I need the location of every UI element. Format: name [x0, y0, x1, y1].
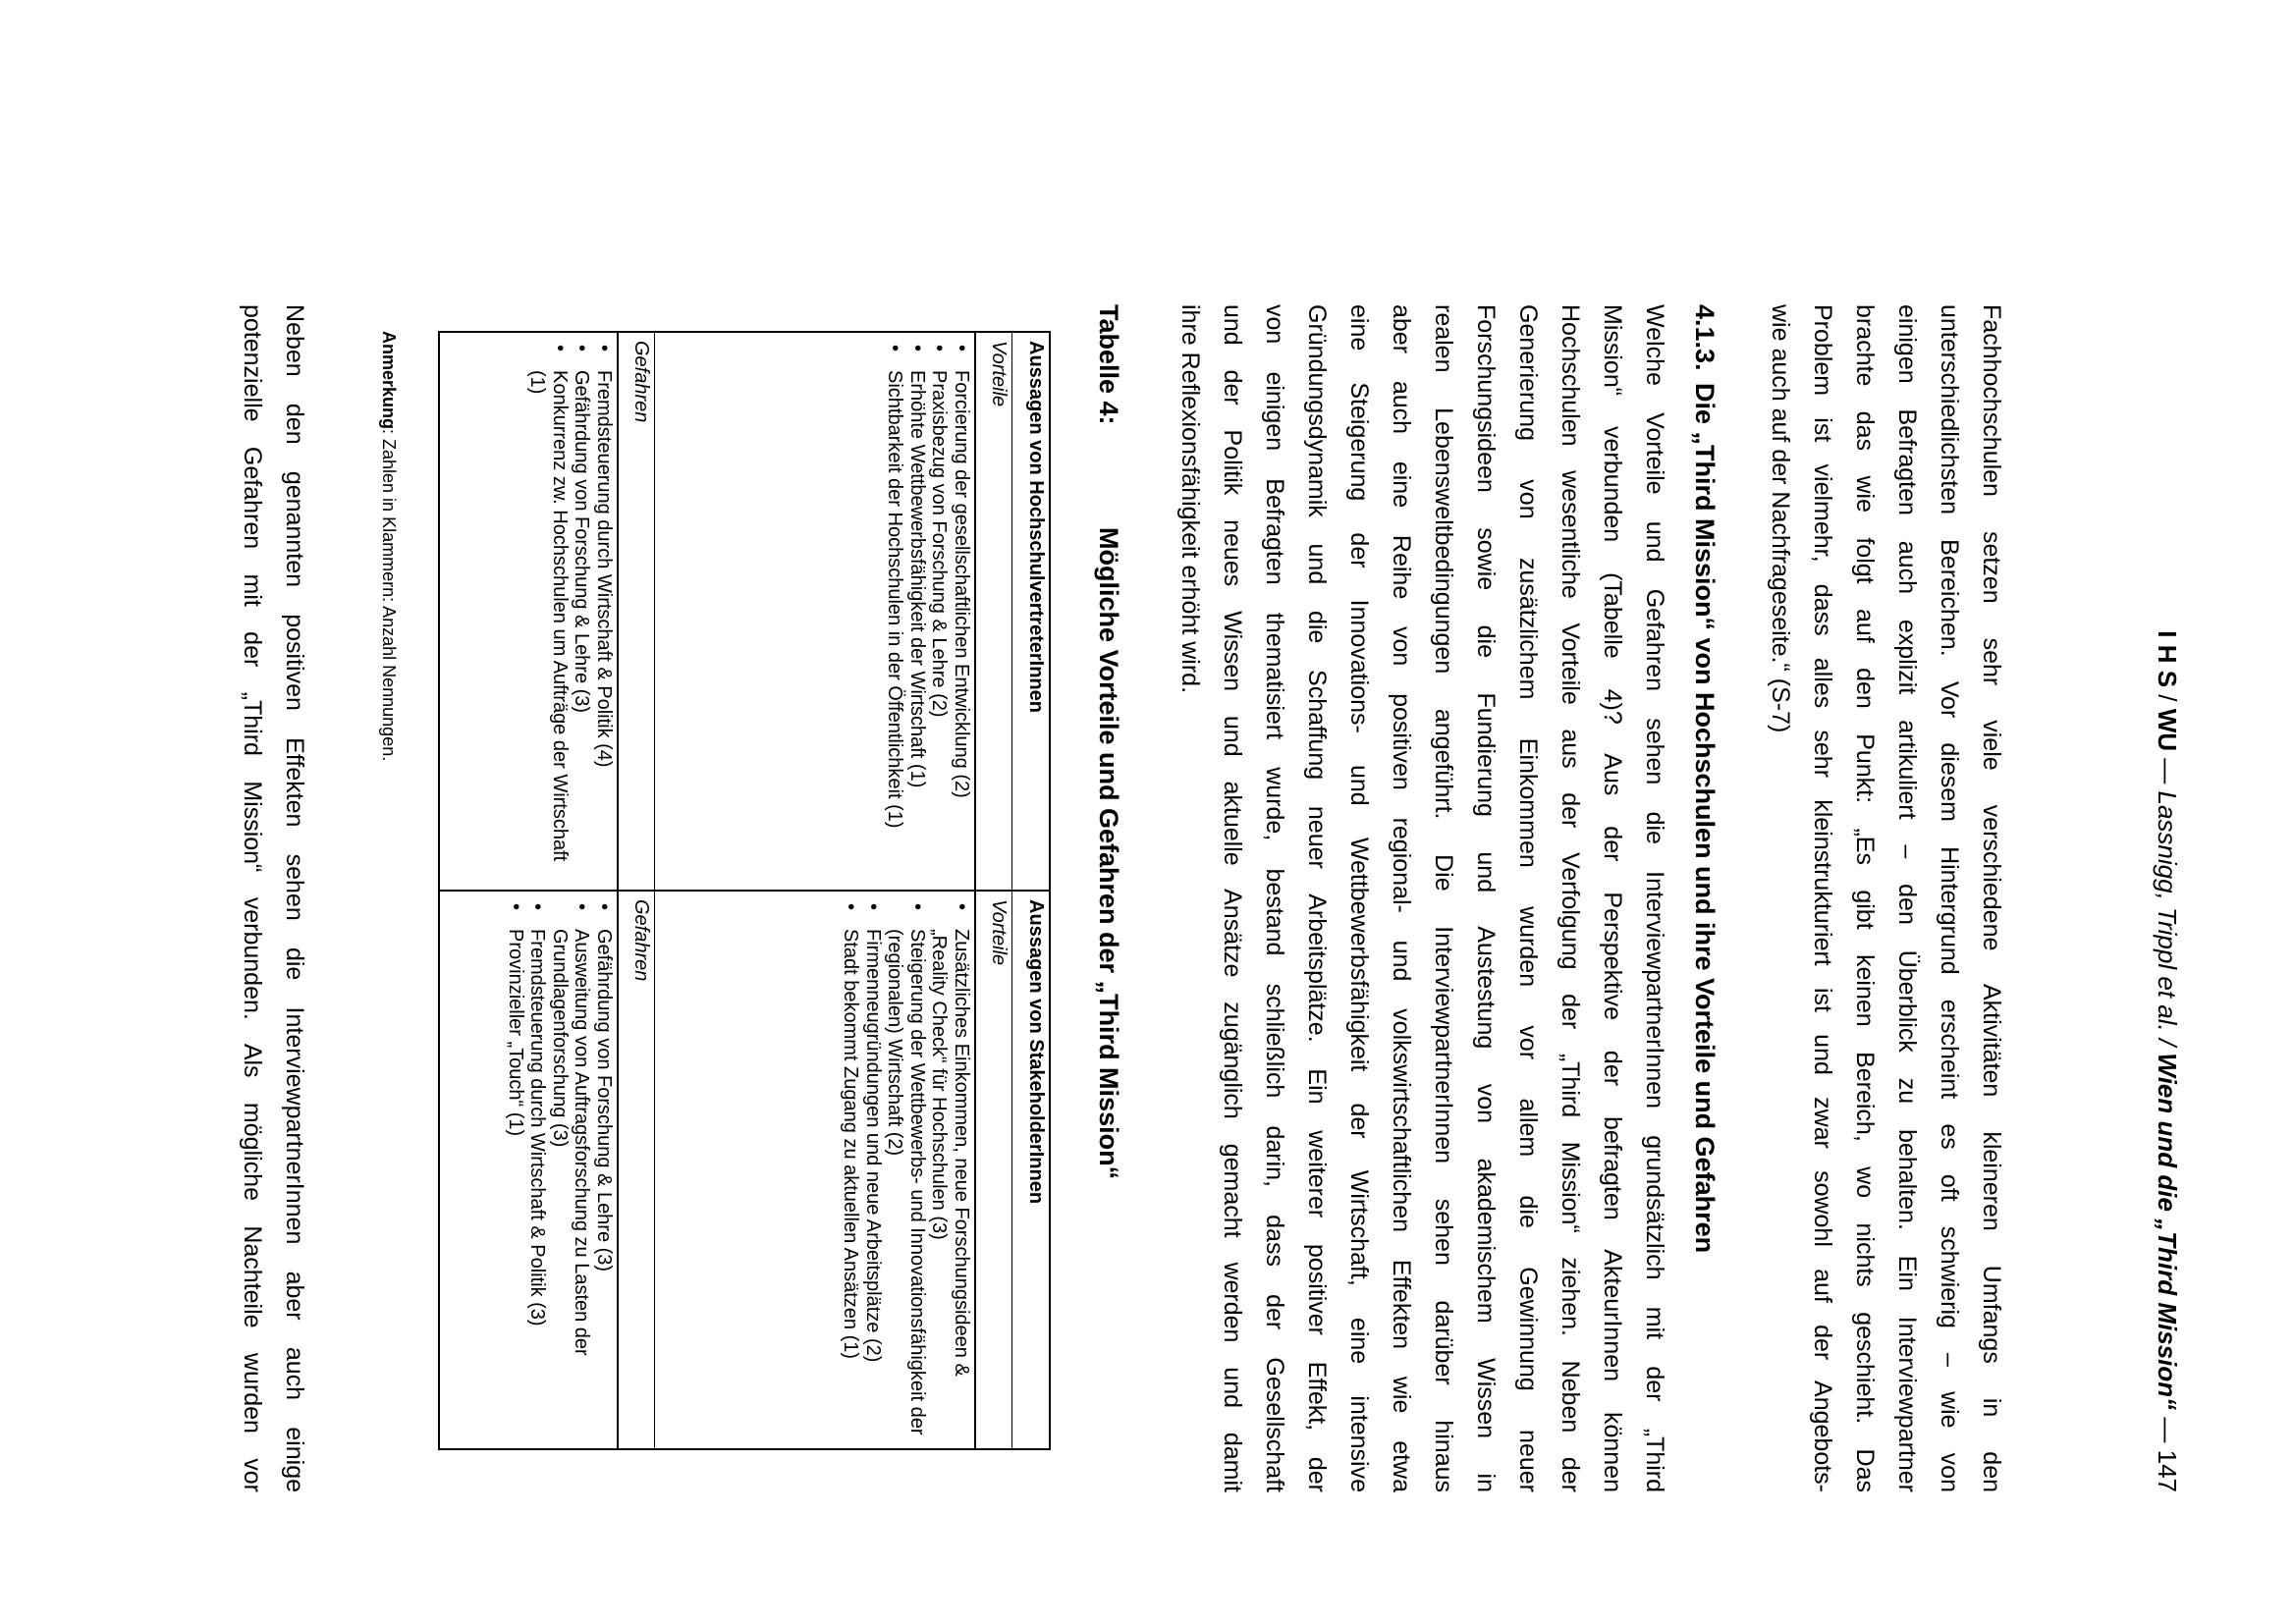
header-authors: Lassnigg, Trippl et al.: [2153, 790, 2182, 1032]
column-header-university: Aussagen von HochschulvertreterInnen: [1012, 332, 1051, 891]
bullet-text: Fremdsteuerung durch Wirtschaft & Politik (4): [593, 370, 615, 768]
header-dash: —: [2153, 1410, 2182, 1450]
header-separator: /: [2153, 687, 2182, 709]
bullet-text: Erhöhte Wettbewerbsfähigkeit der Wirtschaft (1): [906, 370, 928, 788]
text-line: brachte das wie folgt auf den Punkt: „Es gibt keinen Bereich, wo nichts geschieht. Das: [1851, 304, 1879, 1492]
gefahren-content-row: [439, 332, 618, 1449]
bullet-icon: •: [505, 903, 526, 911]
vorteile-label: Vorteile: [975, 332, 1012, 891]
text-line: Welche Vorteile und Gefahren sehen die InterviewpartnerInnen grundsätzlich mit der „Third: [1641, 304, 1668, 1492]
gefahren-stakeholder-cell: [439, 891, 618, 1449]
paragraph-1: [1759, 304, 2012, 1492]
text-line: unterschiedlichsten Bereichen. Vor diesem Hintergrund erscheint es oft schwierig – wie von: [1936, 304, 1963, 1492]
page-number: 147: [2153, 1449, 2182, 1492]
table-title: Mögliche Vorteile und Gefahren der „Third Mission“: [1094, 527, 1123, 1180]
bullet-text: Gefährdung von Forschung & Lehre (3): [571, 370, 593, 714]
header-dash: —: [2153, 751, 2182, 791]
bullet-icon: •: [840, 903, 862, 911]
header-org-wu: WU: [2153, 708, 2182, 752]
bullet-text: Provinzieller „Touch“ (1): [505, 929, 526, 1137]
gefahren-label: Gefahren: [618, 332, 655, 891]
text-line: aber auch eine Reihe von positiven regional- und volkswirtschaftlichen Effekten wie etwa: [1388, 304, 1415, 1492]
bullet-icon: •: [571, 345, 593, 352]
note-label: Anmerkung: [379, 331, 399, 430]
text-line: Forschungsideen sowie die Fundierung und Austestung von akademischem Wissen in: [1472, 304, 1500, 1492]
text-line: und der Politik neues Wissen und aktuelle Ansätze zugänglich gemacht werden und damit: [1219, 304, 1246, 1492]
header-title: Wien und die „Third Mission“: [2153, 1053, 2182, 1411]
bullet-item: [526, 345, 571, 882]
text-line: Fachhochschulen setzen sehr viele verschiedene Aktivitäten kleineren Umfangs in den: [1978, 304, 2005, 1492]
text-line: einigen Befragten auch explizit artikuliert – den Überblick zu behalten. Ein Interviewpartner: [1893, 304, 1921, 1492]
bullet-icon: •: [571, 903, 593, 911]
bullet-icon: •: [593, 345, 615, 352]
table-note: [378, 331, 399, 761]
bullet-text: Ausweitung von Auftragsforschung zu Lasten der Grundlagenforschung (3): [549, 929, 593, 1356]
paragraph-3: [231, 304, 315, 1492]
bullet-icon: •: [593, 903, 615, 911]
bullet-text: Praxisbezug von Forschung & Lehre (2): [928, 370, 951, 718]
gefahren-university-cell: [439, 332, 618, 891]
bullet-text: Steigerung der Wettbewerbs- und Innovationsfähigkeit der (regionalen) Wirtschaft (2): [884, 929, 928, 1435]
header-org-ihs: I H S: [2153, 630, 2182, 688]
text-line: Gründungsdynamik und die Schaffung neuer Arbeitsplätze. Ein weiterer positiver Effekt, der: [1303, 304, 1331, 1492]
text-line: eine Steigerung der Innovations- und Wettbewerbsfähigkeit der Wirtschaft, eine intensive: [1345, 304, 1373, 1492]
bullet-item: [884, 903, 928, 1440]
bullet-item: [593, 345, 616, 882]
vorteile-label-row: [975, 332, 1012, 1449]
bullet-text: Konkurrenz zw. Hochschulen um Aufträge der Wirtschaft (1): [526, 370, 571, 862]
bullet-item: [928, 903, 972, 1440]
bullet-item: [571, 345, 593, 882]
text-line: Hochschulen wesentliche Vorteile aus der Verfolgung der „Third Mission“ ziehen. Neben der: [1557, 304, 1584, 1492]
bullet-text: Gefährdung von Forschung & Lehre (3): [593, 929, 615, 1272]
text-line: potenzielle Gefahren mit der „Third Mission“ verbunden. Als mögliche Nachteile wurden vor: [239, 304, 266, 1492]
text-line: realen Lebensweltbedingungen angeführt. Die InterviewpartnerInnen sehen darüber hinaus: [1430, 304, 1457, 1492]
note-text: : Zahlen in Klammern: Anzahl Nennungen.: [379, 429, 399, 762]
advantages-risks-table: [438, 331, 1051, 1450]
vorteile-stakeholder-cell: [655, 891, 976, 1449]
paragraph-2: [1169, 304, 1675, 1492]
vorteile-content-row: [655, 332, 976, 1449]
bullet-icon: •: [906, 903, 928, 911]
bullet-text: Fremdsteuerung durch Wirtschaft & Politik (3): [526, 929, 549, 1326]
gefahren-label-row: [618, 332, 655, 1449]
bullet-icon: •: [906, 345, 928, 352]
table-header-row: [1012, 332, 1051, 1449]
vorteile-university-cell: [655, 332, 976, 891]
bullet-icon: •: [951, 903, 972, 911]
bullet-text: Sichtbarkeit der Hochschulen in der Öffentlichkeit (1): [884, 370, 906, 829]
gefahren-label: Gefahren: [618, 891, 655, 1449]
bullet-icon: •: [951, 345, 972, 352]
bullet-icon: •: [549, 345, 571, 352]
bullet-item: [505, 903, 527, 1440]
text-line: Problem ist vielmehr, dass alles sehr kleinstrukturiert ist und zwar sowohl auf der Angebots-: [1809, 304, 1836, 1492]
column-header-stakeholder: Aussagen von StakeholderInnen: [1012, 891, 1051, 1449]
bullet-item: [840, 903, 862, 1440]
text-line: wie auch auf der Nachfrageseite.“ (S-7): [1767, 304, 1794, 733]
text-line: ihre Reflexionsfähigkeit erhöht wird.: [1176, 304, 1204, 694]
bullet-item: [593, 903, 616, 1440]
bullet-icon: •: [862, 903, 884, 911]
section-heading: [1689, 304, 1720, 1253]
bullet-text: Stadt bekommt Zugang zu aktuellen Ansätzen (1): [840, 929, 862, 1360]
bullet-item: [951, 345, 973, 882]
bullet-item: [526, 903, 549, 1440]
bullet-text: Firmenneugründungen und neue Arbeitsplätze (2): [862, 929, 884, 1363]
text-line: Mission“ verbunden (Tabelle 4)? Aus der Perspektive der befragten AkteurInnen können: [1599, 304, 1626, 1492]
table-caption: [1093, 304, 1123, 1179]
header-separator: /: [2153, 1031, 2182, 1054]
section-number: 4.1.3.: [1690, 304, 1720, 371]
section-title: Die „Third Mission“ von Hochschulen und ihre Vorteile und Gefahren: [1690, 383, 1720, 1254]
bullet-item: [906, 345, 929, 882]
bullet-item: [884, 345, 906, 882]
table-number: Tabelle 4:: [1094, 304, 1123, 425]
bullet-icon: •: [928, 345, 951, 352]
bullet-icon: •: [884, 345, 906, 352]
bullet-text: Forcierung der gesellschaftlichen Entwicklung (2): [951, 370, 972, 798]
bullet-text: Zusätzliches Einkommen, neue Forschungsideen & „Reality Check“ für Hochschulen (3): [928, 929, 972, 1377]
text-line: Neben den genannten positiven Effekten sehen die InterviewpartnerInnen aber auch einige: [281, 304, 308, 1492]
bullet-icon: •: [526, 903, 549, 911]
vorteile-label: Vorteile: [975, 891, 1012, 1449]
text-line: Generierung von zusätzlichem Einkommen wurden vor allem die Gewinnung neuer: [1514, 304, 1542, 1492]
bullet-item: [862, 903, 885, 1440]
bullet-item: [928, 345, 951, 882]
running-header: [2152, 630, 2182, 1492]
text-line: von einigen Befragten thematisiert wurde, bestand schließlich darin, dass der Gesellschaft: [1261, 304, 1288, 1492]
bullet-item: [549, 903, 593, 1440]
